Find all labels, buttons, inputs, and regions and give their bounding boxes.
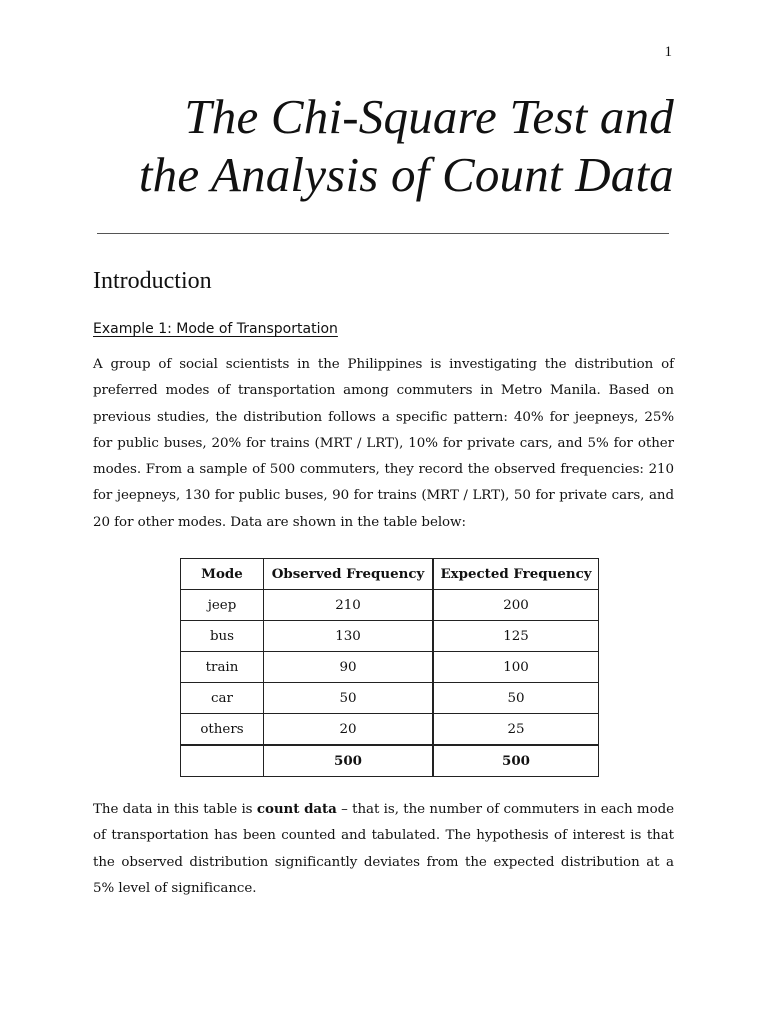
title-divider bbox=[97, 233, 669, 234]
count-data-paragraph bbox=[93, 796, 674, 902]
table-row bbox=[181, 683, 599, 714]
table-header-row bbox=[181, 559, 599, 590]
cell-expected: 50 bbox=[433, 683, 599, 714]
table-row bbox=[181, 714, 599, 746]
paragraph-text-after: – that is, the number of commuters in each mode of transportation has been counted and tabulated. The hypothesis of interest is that the observed distribution significantly deviates from the expected distribution at a 5% level of significance. bbox=[93, 802, 674, 896]
frequency-table bbox=[180, 558, 599, 777]
cell-observed: 130 bbox=[264, 621, 434, 652]
table-row bbox=[181, 590, 599, 621]
cell-total-label bbox=[181, 745, 264, 777]
cell-mode: train bbox=[181, 652, 264, 683]
cell-expected: 100 bbox=[433, 652, 599, 683]
cell-observed: 50 bbox=[264, 683, 434, 714]
cell-total-expected: 500 bbox=[433, 745, 599, 777]
cell-observed: 90 bbox=[264, 652, 434, 683]
cell-mode: bus bbox=[181, 621, 264, 652]
cell-mode: jeep bbox=[181, 590, 264, 621]
cell-mode: car bbox=[181, 683, 264, 714]
section-heading-introduction: Introduction bbox=[93, 268, 212, 294]
header-expected-frequency: Expected Frequency bbox=[433, 559, 599, 590]
cell-observed: 210 bbox=[264, 590, 434, 621]
example-heading: Example 1: Mode of Transportation bbox=[93, 321, 338, 337]
document-title bbox=[139, 88, 674, 204]
cell-mode: others bbox=[181, 714, 264, 746]
cell-expected: 125 bbox=[433, 621, 599, 652]
table-row bbox=[181, 621, 599, 652]
cell-observed: 20 bbox=[264, 714, 434, 746]
title-line-2: the Analysis of Count Data bbox=[138, 147, 674, 202]
header-mode: Mode bbox=[181, 559, 264, 590]
count-data-term: count data bbox=[256, 801, 337, 817]
table-total-row bbox=[181, 745, 599, 777]
table-row bbox=[181, 652, 599, 683]
title-line-1: The Chi-Square Test and bbox=[184, 89, 674, 144]
cell-expected: 200 bbox=[433, 590, 599, 621]
cell-expected: 25 bbox=[433, 714, 599, 746]
header-observed-frequency: Observed Frequency bbox=[264, 559, 434, 590]
intro-paragraph: A group of social scientists in the Philippines is investigating the distribution of preferred modes of transportation among commuters in Metro Manila. Based on previous studies, the distribution follows a specific pattern: 40% for jeepneys, 25% for public buses, 20% for trains (MRT / LRT), 10% for private cars, and 5% for other modes. From a sample of 500 commuters, they record the observed frequencies: 210 for jeepneys, 130 for public buses, 90 for trains (MRT / LRT), 50 for private cars, and 20 for other modes. Data are shown in the table below: bbox=[93, 357, 674, 530]
page-number: 1 bbox=[664, 44, 672, 60]
cell-total-observed: 500 bbox=[264, 745, 434, 777]
paragraph-text-before: The data in this table is bbox=[93, 802, 257, 817]
